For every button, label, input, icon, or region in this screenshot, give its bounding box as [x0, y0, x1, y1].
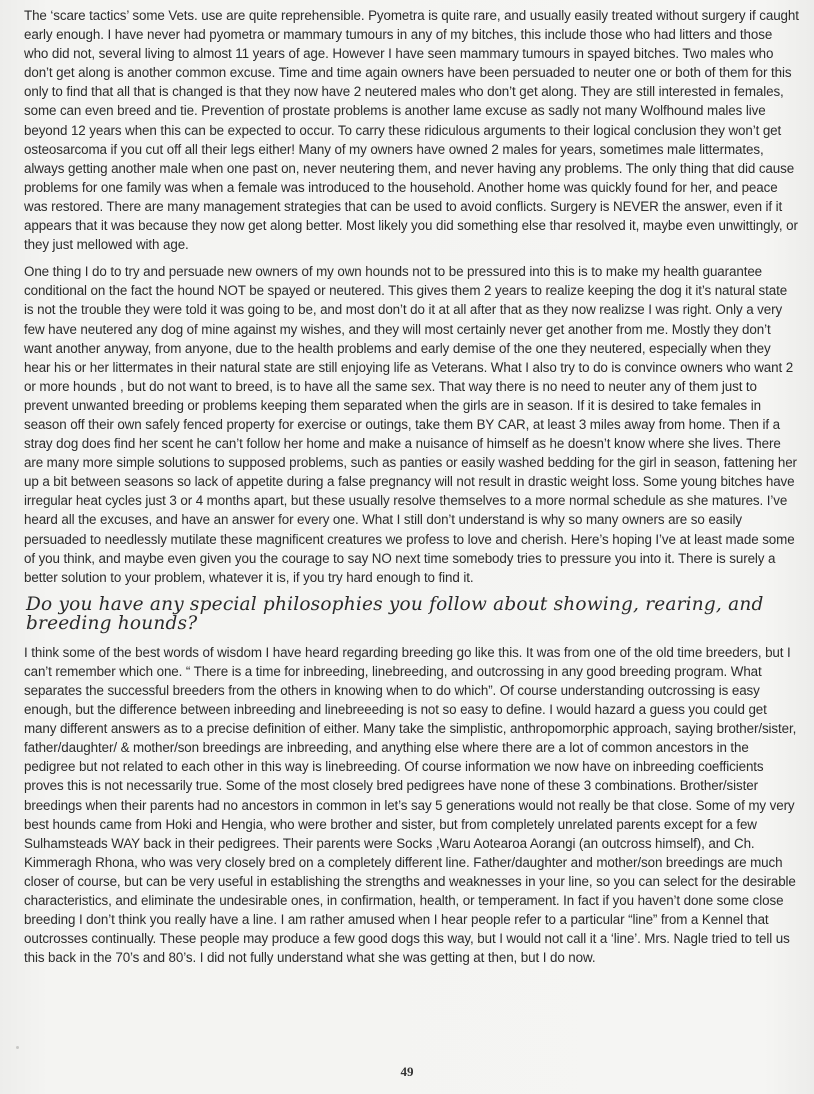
- page-number: 49: [400, 1064, 414, 1079]
- scan-speck: [16, 1046, 19, 1049]
- paragraph-health-guarantee: One thing I do to try and persuade new owners of my own hounds not to be pressured into this is to make my health guarantee conditional on the fact the hound NOT be spayed or neutered. This gives them 2 years to realize keeping the dog it it’s natural state is not the trouble they were told it was going to be, and most don’t do it at all after that as they now realizse I was right. Only a very few have neutered any dog of mine against my wishes, and they will most certainly never get another from me. Mostly they don’t want another anyway, from anyone, due to the health problems and early demise of the one they neutered, especially when they hear his or her littermates in their natural state are still enjoying life as Veterans. What I also try to do is convince owners who want 2 or more hounds , but do not want to breed, is to have all the same sex. That way there is no need to neuter any of them just to prevent unwanted breeding or problems keeping them separated when the girls are in season. If it is desired to take females in season off their own safely fenced property for exercise or outings, take them BY CAR, at least 3 miles away from home. Then if a stray dog does find her scent he can’t follow her home and make a nuisance of himself as he doesn’t know where she lives. There are many more simple solutions to supposed problems, such as panties or easily washed bedding for the girl in season, fattening her up a bit between seasons so lack of appetite during a false pregnancy will not result in drastic weight loss. Some young bitches have irregular heat cycles just 3 or 4 months apart, but these usually resolve themselves to a more normal schedule as she matures. I’ve heard all the excuses, and have an answer for every one. What I still don’t understand is why so many owners are so easily persuaded to needlessly mutilate these magnificent creatures we profess to love and cherish. Here’s hoping I’ve at least made some of you think, and maybe even given you the courage to say NO next time somebody tries to pressure you into it. There is surely a better solution to your problem, whatever it is, if you try hard enough to find it.: [24, 264, 797, 585]
- question-heading: Do you have any special philosophies you follow about showing, rearing, and breeding hounds?: [26, 593, 764, 634]
- article-body: [24, 6, 800, 975]
- paragraph-neutering-excuses: The ‘scare tactics’ some Vets. use are quite reprehensible. Pyometra is quite rare, and usually easily treated without surgery if caught early enough. I have never had pyometra or mammary tumours in any of my bitches, this include those who had litters and those who did not, several living to almost 11 years of age. However I have seen mammary tumours in spayed bitches. Two males who don’t get along is another common excuse. Time and time again owners have been persuaded to neuter one or both of them for this only to find that all that is changed is that they now have 2 neutered males who don’t get along. They are still interested in females, some can even breed and tie. Prevention of prostate problems is another lame excuse as sadly not many Wolfhound males live beyond 12 years when this can be expected to occur. To carry these ridiculous arguments to their logical conclusion they won’t get osteosarcoma if you cut off all their legs either! Many of my owners have owned 2 males for years, sometimes male littermates, always getting another male when one past on, never neutering them, and never having any problems. The only thing that did cause problems for one family was when a female was introduced to the household. Another home was quickly found for her, and peace was restored. There are many management strategies that can be used to avoid conflicts. Surgery is NEVER the answer, even if it appears that it was because they now get along better. Most likely you did something else thar resolved it, maybe even unwittingly, or they just mellowed with age.: [24, 8, 799, 253]
- paragraph-breeding-philosophy: I think some of the best words of wisdom I have heard regarding breeding go like this. It was from one of the old time breeders, but I can’t remember which one. “ There is a time for inbreeding, linebreeding, and outcrossing in any good breeding program. What separates the successful breeders from the others in knowing when to do which”. Of course understanding outcrossing is easy enough, but the difference between inbreeding and linebreeeding is not so easy to define. I would hazard a guess you could get many different answers as to a precise definition of either. Many take the simplistic, anthropomorphic approach, saying brother/sister, father/daughter/ & mother/son breedings are inbreeding, and anything else where there are a lot of common ancestors in the pedigree but not related to each other in this way is linebreeding. Of course information we now have on inbreeding coefficients proves this is not necessarily true. Some of the most closely bred pedigrees have none of these 3 combinations. Brother/sister breedings when their parents had no ancestors in common in let’s say 5 generations would not really be that close. Some of my very best hounds came from Hoki and Hengia, who were brother and sister, but from completely unrelated parents except for a few Sulhamsteads WAY back in their pedigrees. Their parents were Socks ,Waru Aotearoa Aorangi (an outcross himself), and Ch. Kimmeragh Rhona, who was very closely bred on a completely different line. Father/daughter and mother/son breedings are much closer of course, but can be very useful in establishing the strengths and weaknesses in your line, so you can select for the desirable characteristics, and eliminate the undesirable ones, in confirmation, health, or temperament. In fact if you haven’t done some close breeding I don’t think you really have a line. I am rather amused when I hear people refer to a particular “line” from a Kennel that outcrosses continually. These people may produce a few good dogs this way, but I would not call it a ‘line’. Mrs. Nagle tried to tell us this back in the 70’s and 80’s. I did not fully understand what she was getting at then, but I do now.: [24, 644, 797, 966]
